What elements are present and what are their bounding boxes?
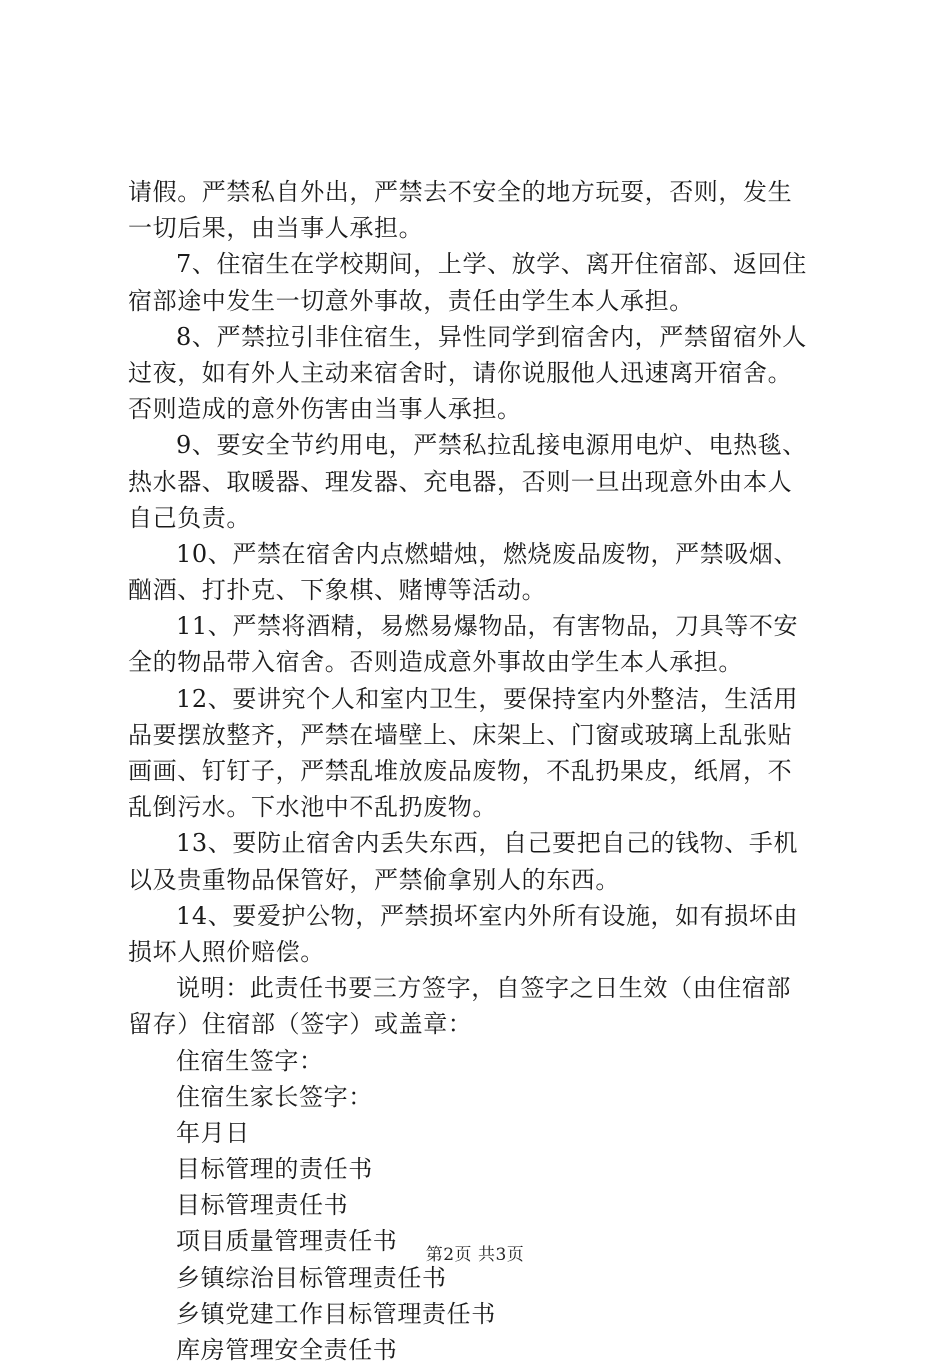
- text-line: 13、要防止宿舍内丢失东西，自己要把自己的钱物、手机: [176, 829, 799, 858]
- text-line: 9、要安全节约用电，严禁私拉乱接电源用电炉、电热毯、: [176, 431, 807, 460]
- text-line: 项目质量管理责任书: [176, 1227, 398, 1256]
- text-line: 画画、钉钉子，严禁乱堆放废品废物，不乱扔果皮，纸屑，不: [128, 757, 793, 785]
- text-line: 12、要讲究个人和室内卫生，要保持室内外整洁，生活用: [176, 684, 799, 713]
- text-line: 一切后果，由当事人承担。: [128, 214, 424, 243]
- text-line: 损坏人照价赔偿。: [128, 937, 325, 966]
- text-line: 11、严禁将酒精，易燃易爆物品，有害物品，刀具等不安: [176, 612, 799, 641]
- text-line: 否则造成的意外伤害由当事人承担。: [128, 395, 522, 424]
- text-line: 宿部途中发生一切意外事故，责任由学生本人承担。: [128, 286, 694, 315]
- text-line: 住宿生家长签字：: [176, 1082, 373, 1111]
- text-line: 请假。严禁私自外出，严禁去不安全的地方玩耍，否则，发生: [128, 178, 793, 206]
- text-line: 自己负责。: [128, 503, 251, 532]
- text-line: 乱倒污水。下水池中不乱扔废物。: [128, 793, 497, 822]
- document-body: [128, 174, 832, 1368]
- text-line: 库房管理安全责任书: [176, 1336, 398, 1364]
- page-footer: 第2页 共3页: [425, 1245, 525, 1265]
- text-line: 留存）住宿部（签字）或盖章：: [128, 1010, 473, 1039]
- text-line: 14、要爱护公物，严禁损坏室内外所有设施，如有损坏由: [176, 901, 799, 930]
- text-line: 乡镇党建工作目标管理责任书: [176, 1299, 496, 1328]
- text-line: 10、严禁在宿舍内点燃蜡烛，燃烧废品废物，严禁吸烟、: [176, 539, 799, 568]
- text-line: 酗酒、打扑克、下象棋、赌博等活动。: [128, 576, 547, 605]
- text-line: 目标管理责任书: [176, 1191, 349, 1220]
- text-line: 说明：此责任书要三方签字，自签字之日生效（由住宿部: [176, 974, 791, 1003]
- text-line: 目标管理的责任书: [176, 1155, 373, 1184]
- text-line: 住宿生签字：: [176, 1046, 324, 1075]
- text-line: 年月日: [176, 1118, 250, 1147]
- text-line: 以及贵重物品保管好，严禁偷拿别人的东西。: [128, 865, 620, 894]
- text-line: 品要摆放整齐，严禁在墙壁上、床架上、门窗或玻璃上乱张贴: [128, 720, 793, 749]
- text-line: 7、住宿生在学校期间，上学、放学、离开住宿部、返回住: [176, 250, 807, 279]
- text-line: 8、严禁拉引非住宿生，异性同学到宿舍内，严禁留宿外人: [176, 322, 807, 351]
- text-line: 过夜，如有外人主动来宿舍时，请你说服他人迅速离开宿舍。: [128, 358, 793, 387]
- text-line: 热水器、取暖器、理发器、充电器，否则一旦出现意外由本人: [128, 467, 793, 496]
- text-line: 乡镇综治目标管理责任书: [176, 1263, 447, 1292]
- text-line: 全的物品带入宿舍。否则造成意外事故由学生本人承担。: [128, 648, 743, 677]
